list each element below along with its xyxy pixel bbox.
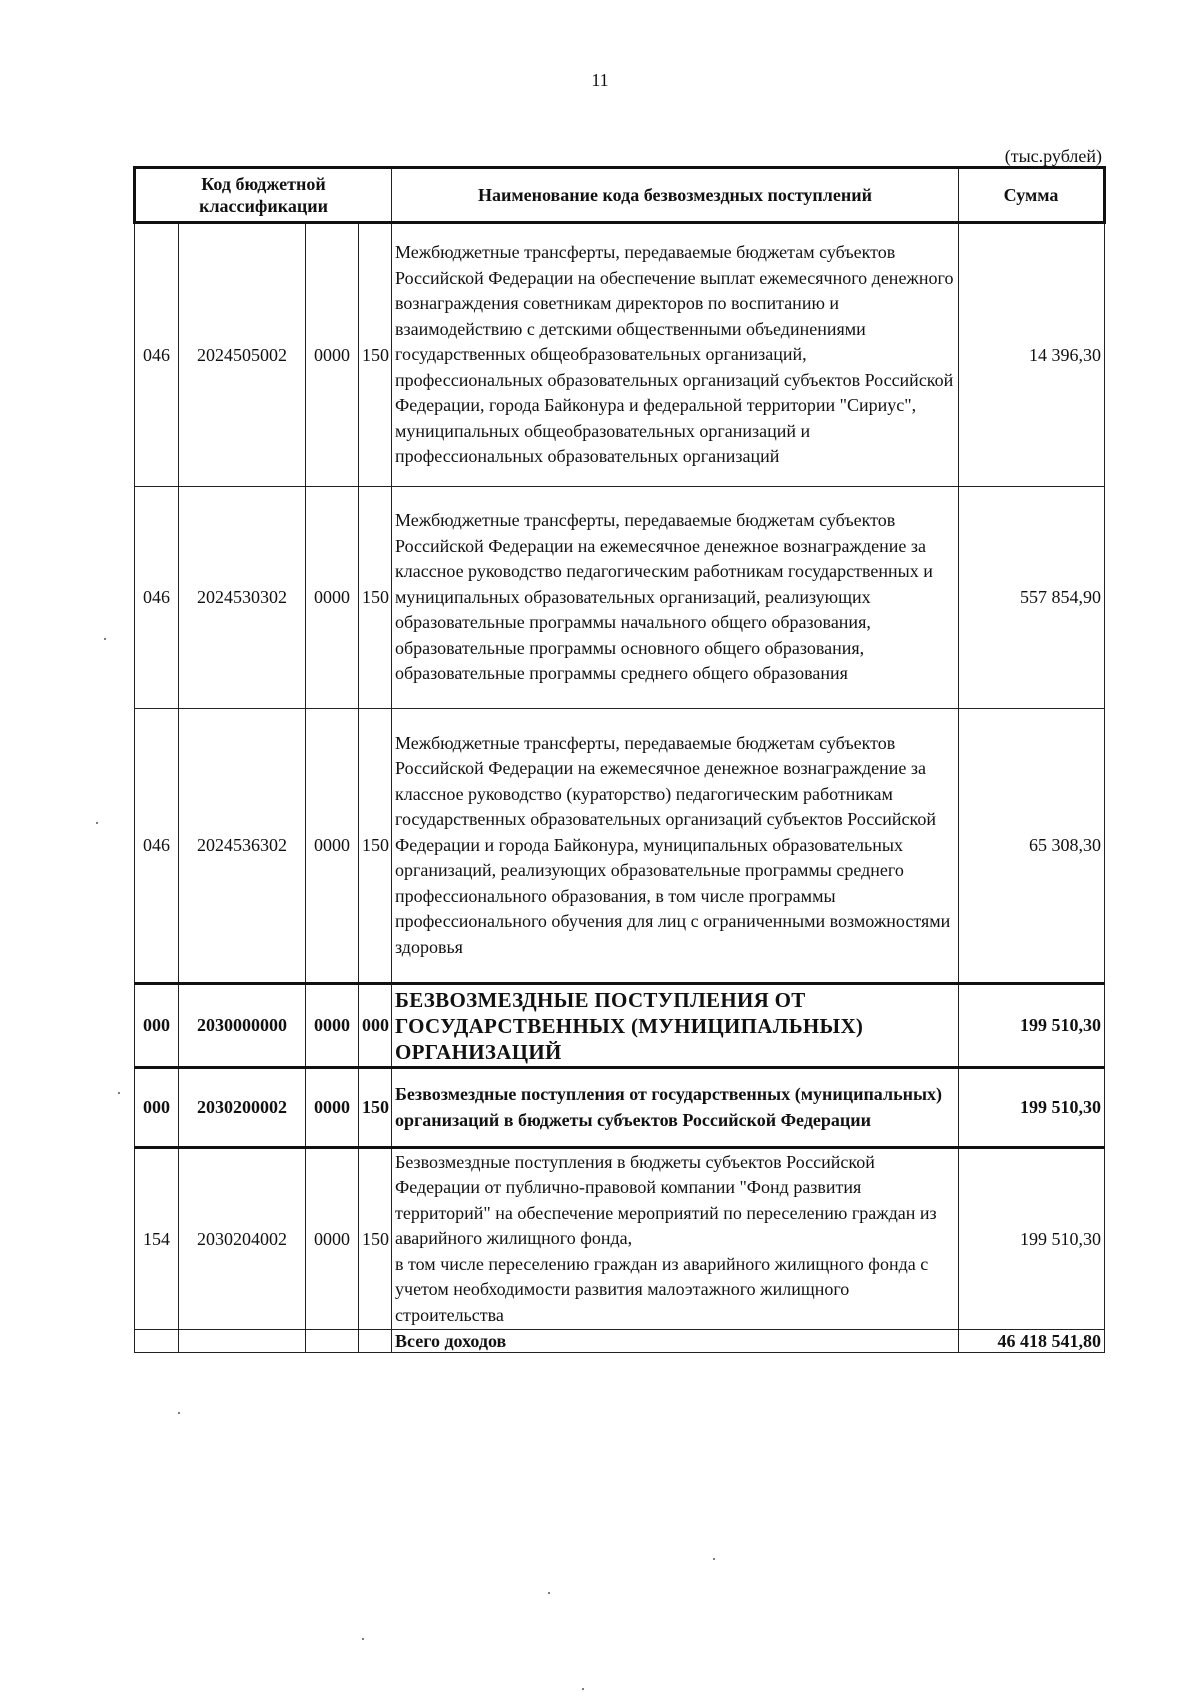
kosgu-code: 150 bbox=[359, 223, 392, 487]
total-label: Всего доходов bbox=[392, 1330, 959, 1353]
table-row bbox=[135, 487, 1105, 709]
table-row bbox=[135, 223, 1105, 487]
admin-code: 046 bbox=[135, 709, 179, 984]
table-row bbox=[135, 1148, 1105, 1330]
scan-speck bbox=[104, 638, 106, 640]
admin-code: 046 bbox=[135, 487, 179, 709]
scan-speck bbox=[548, 1592, 550, 1594]
kosgu-code: 000 bbox=[359, 984, 392, 1068]
admin-code: 154 bbox=[135, 1148, 179, 1330]
row-sum: 557 854,90 bbox=[959, 487, 1105, 709]
table-row-total bbox=[135, 1330, 1105, 1353]
program-code: 0000 bbox=[306, 487, 359, 709]
row-description: Безвозмездные поступления от государственных (муниципальных) организаций в бюджеты субъектов Российской Федерации bbox=[392, 1068, 959, 1148]
scan-speck bbox=[713, 1558, 715, 1560]
empty-cell bbox=[306, 1330, 359, 1353]
scan-speck bbox=[582, 1688, 584, 1690]
kosgu-code: 150 bbox=[359, 487, 392, 709]
row-sum: 199 510,30 bbox=[959, 984, 1105, 1068]
scan-speck bbox=[96, 822, 98, 824]
row-description: Межбюджетные трансферты, передаваемые бюджетам субъектов Российской Федерации на ежемесячное денежное вознаграждение за классное руководство (кураторство) педагогическим работникам государственных образовательных организаций субъектов Российской Федерации и города Байконура, муниципальных образовательных организаций, реализующих образовательные программы среднего профессионального образования, в том числе программы профессионального обучения для лиц с ограниченными возможностями здоровья bbox=[392, 709, 959, 984]
program-code: 0000 bbox=[306, 1148, 359, 1330]
page-number: 11 bbox=[591, 70, 609, 90]
row-description: Межбюджетные трансферты, передаваемые бюджетам субъектов Российской Федерации на ежемесячное денежное вознаграждение за классное руководство педагогическим работникам государственных и муниципальных образовательных организаций, реализующих образовательные программы начального общего образования, образовательные программы основного общего образования, образовательные программы среднего общего образования bbox=[392, 487, 959, 709]
table-header-row bbox=[135, 168, 1105, 223]
table-row-section bbox=[135, 984, 1105, 1068]
classification-code: 2024505002 bbox=[179, 223, 306, 487]
row-sum: 199 510,30 bbox=[959, 1148, 1105, 1330]
kosgu-code: 150 bbox=[359, 1068, 392, 1148]
budget-table bbox=[133, 166, 1106, 1353]
kosgu-code: 150 bbox=[359, 1148, 392, 1330]
row-description: Межбюджетные трансферты, передаваемые бюджетам субъектов Российской Федерации на обеспечение выплат ежемесячного денежного вознаграждения советникам директоров по воспитанию и взаимодействию с детскими общественными объединениями государственных общеобразовательных организаций, профессиональных образовательных организаций субъектов Российской Федерации, города Байконура и федеральной территории "Сириус", муниципальных общеобразовательных организаций и профессиональных образовательных организаций bbox=[392, 223, 959, 487]
classification-code: 2024536302 bbox=[179, 709, 306, 984]
row-sum: 14 396,30 bbox=[959, 223, 1105, 487]
classification-code: 2030000000 bbox=[179, 984, 306, 1068]
classification-code: 2024530302 bbox=[179, 487, 306, 709]
scan-speck bbox=[118, 1092, 120, 1094]
row-description-continuation: в том числе переселению граждан из аварийного жилищного фонда с учетом необходимости развития малоэтажного жилищного строительства bbox=[395, 1253, 929, 1325]
row-sum: 65 308,30 bbox=[959, 709, 1105, 984]
empty-cell bbox=[179, 1330, 306, 1353]
admin-code: 046 bbox=[135, 223, 179, 487]
row-description-main: Безвозмездные поступления в бюджеты субъектов Российской Федерации от публично-правовой компании "Фонд развития территорий" на обеспечение мероприятий по переселению граждан из аварийного жилищного фонда, bbox=[395, 1151, 937, 1249]
classification-code: 2030200002 bbox=[179, 1068, 306, 1148]
program-code: 0000 bbox=[306, 223, 359, 487]
program-code: 0000 bbox=[306, 709, 359, 984]
total-sum: 46 418 541,80 bbox=[959, 1330, 1105, 1353]
row-description bbox=[392, 1148, 959, 1330]
units-label: (тыс.рублей) bbox=[1004, 146, 1102, 166]
row-sum: 199 510,30 bbox=[959, 1068, 1105, 1148]
header-sum: Сумма bbox=[959, 168, 1105, 223]
table-row-subsection bbox=[135, 1068, 1105, 1148]
program-code: 0000 bbox=[306, 984, 359, 1068]
header-code: Код бюджетной классификации bbox=[135, 168, 392, 223]
empty-cell bbox=[135, 1330, 179, 1353]
classification-code: 2030204002 bbox=[179, 1148, 306, 1330]
scan-speck bbox=[362, 1638, 364, 1640]
table-row bbox=[135, 709, 1105, 984]
admin-code: 000 bbox=[135, 984, 179, 1068]
header-name: Наименование кода безвозмездных поступлений bbox=[392, 168, 959, 223]
empty-cell bbox=[359, 1330, 392, 1353]
admin-code: 000 bbox=[135, 1068, 179, 1148]
row-description: БЕЗВОЗМЕЗДНЫЕ ПОСТУПЛЕНИЯ ОТ ГОСУДАРСТВЕННЫХ (МУНИЦИПАЛЬНЫХ) ОРГАНИЗАЦИЙ bbox=[392, 984, 959, 1068]
scan-speck bbox=[178, 1412, 180, 1414]
program-code: 0000 bbox=[306, 1068, 359, 1148]
kosgu-code: 150 bbox=[359, 709, 392, 984]
